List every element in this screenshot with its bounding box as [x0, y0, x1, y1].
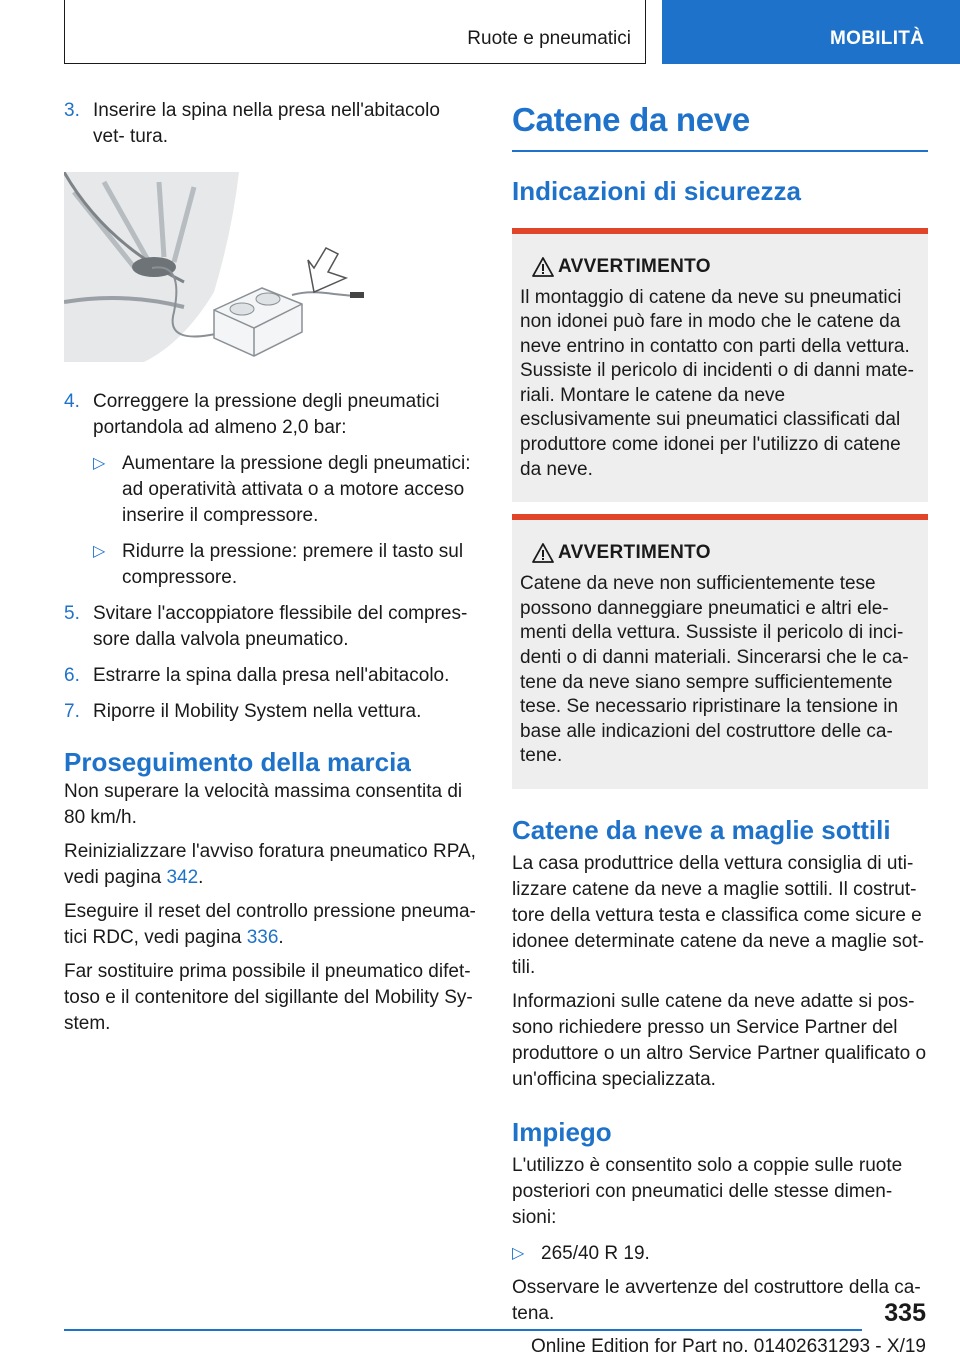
list-item-text: Ridurre la pressione: premere il tasto sul compressore. [122, 541, 464, 588]
warning-title: AVVERTIMENTO [558, 255, 711, 277]
paragraph: La casa produttrice della vettura consiglia di uti- lizzare catene da neve a maglie sottili. Il costrut- tore della vettura testa e classifica come sicure e idonee determinate catene da neve a maglie sot- tili. [512, 853, 924, 978]
section-heading: Catene da neve a maglie sottili [512, 815, 891, 845]
chapter-title: MOBILITÀ [830, 28, 925, 49]
paragraph: Osservare le avvertenze del costruttore della ca- tena. [512, 1277, 921, 1324]
triangle-bullet-icon: ▷ [93, 543, 106, 560]
warning-box [512, 514, 928, 789]
compressor-illustration [64, 172, 384, 362]
paragraph: Non superare la velocità massima consentita di 80 km/h. [64, 781, 463, 828]
triangle-bullet-icon: ▷ [512, 1245, 525, 1262]
step-number: 5. [64, 603, 80, 624]
chapter-heading: Catene da neve [512, 101, 750, 138]
paragraph: L'utilizzo è consentito solo a coppie sulle ruote posteriori con pneumatici delle stesse dimen- sioni: [512, 1155, 903, 1228]
step-text: Correggere la pressione degli pneumatici portandola ad almeno 2,0 bar: [93, 391, 440, 438]
step-text: Estrarre la spina dalla presa nell'abitacolo. [93, 665, 450, 686]
step-text: Riporre il Mobility System nella vettura. [93, 701, 422, 722]
warning-box [512, 228, 928, 503]
step-number: 4. [64, 391, 80, 412]
step-5 [64, 601, 476, 653]
page-link[interactable]: 342 [166, 867, 199, 888]
paragraph [64, 839, 476, 891]
step-text: Svitare l'accoppiatore flessibile del compres- sore dalla valvola pneumatico. [93, 603, 468, 650]
heading-rule [512, 150, 928, 152]
paragraph: Far sostituire prima possibile il pneumatico difet- toso e il contenitore del sigillante del Mobility Sy- stem. [64, 961, 473, 1034]
list-item-text: Aumentare la pressione degli pneumatici: ad operatività attivata o a motore acceso inserire il compressore. [122, 453, 471, 526]
paragraph-text: . [278, 927, 284, 948]
left-column [64, 98, 476, 1037]
edition-footer: Online Edition for Part no. 01402631293 - X/19 [530, 1336, 926, 1357]
step-4 [64, 389, 476, 441]
triangle-bullet-icon: ▷ [93, 455, 106, 472]
chapter-tab [662, 0, 960, 64]
warning-triangle-icon [532, 257, 554, 277]
step-3 [64, 98, 476, 150]
section-heading: Proseguimento della marcia [64, 747, 411, 777]
warning-text: Catene da neve non sufficientemente tese possono danneggiare pneumatici e altri ele- menti della vettura. Sussiste il pericolo di inci- denti o di danni materiali. Sincerarsi che le ca- tene da neve siano sempre sufficientemente tese. Se necessario ripristinare la tensione in base alle indicazioni del costruttore delle ca- tene. [520, 573, 909, 767]
list-item-text: 265/40 R 19. [541, 1243, 650, 1264]
paragraph-text: . [198, 867, 204, 888]
section-heading: Indicazioni di sicurezza [512, 175, 801, 206]
step-number: 7. [64, 701, 80, 722]
warning-header [520, 256, 920, 280]
warning-title: AVVERTIMENTO [558, 542, 711, 564]
warning-text: Il montaggio di catene da neve su pneumatici non idonei può fare in modo che le catene da neve entrino in contatto con parti della vettura. Sussiste il pericolo di incidenti o di danni mate- riali. Montare le catene da neve esclusivamente sui pneumatici classificati dal produttore come idonei per l'utilizzo di catene da neve. [520, 286, 914, 480]
footer-rule [64, 1329, 862, 1331]
step-4-sublist [64, 451, 476, 591]
section-title: Ruote e pneumatici [467, 28, 631, 49]
header-section-box [64, 0, 646, 64]
page-link[interactable]: 336 [246, 927, 279, 948]
paragraph: Informazioni sulle catene da neve adatte si pos- sono richiedere presso un Service Partner del produttore o un altro Service Partner qualificato o un'officina specializzata. [512, 991, 927, 1090]
step-text: Inserire la spina nella presa nell'abitacolo vet- tura. [93, 100, 440, 147]
step-number: 3. [64, 100, 80, 121]
page-number: 335 [884, 1299, 926, 1327]
step-6 [64, 663, 476, 689]
warning-triangle-icon [532, 543, 554, 563]
list-item [93, 539, 476, 591]
right-column [512, 98, 928, 1327]
step-7 [64, 699, 476, 725]
list-item [93, 451, 476, 529]
section-heading: Impiego [512, 1117, 612, 1147]
list-item [512, 1241, 928, 1267]
paragraph [64, 899, 476, 951]
paragraph-text: Reinizializzare l'avviso foratura pneumatico RPA, vedi pagina [64, 841, 476, 888]
warning-header [520, 542, 920, 566]
step-number: 6. [64, 665, 80, 686]
paragraph-text: Eseguire il reset del controllo pressione pneuma- tici RDC, vedi pagina [64, 901, 476, 948]
